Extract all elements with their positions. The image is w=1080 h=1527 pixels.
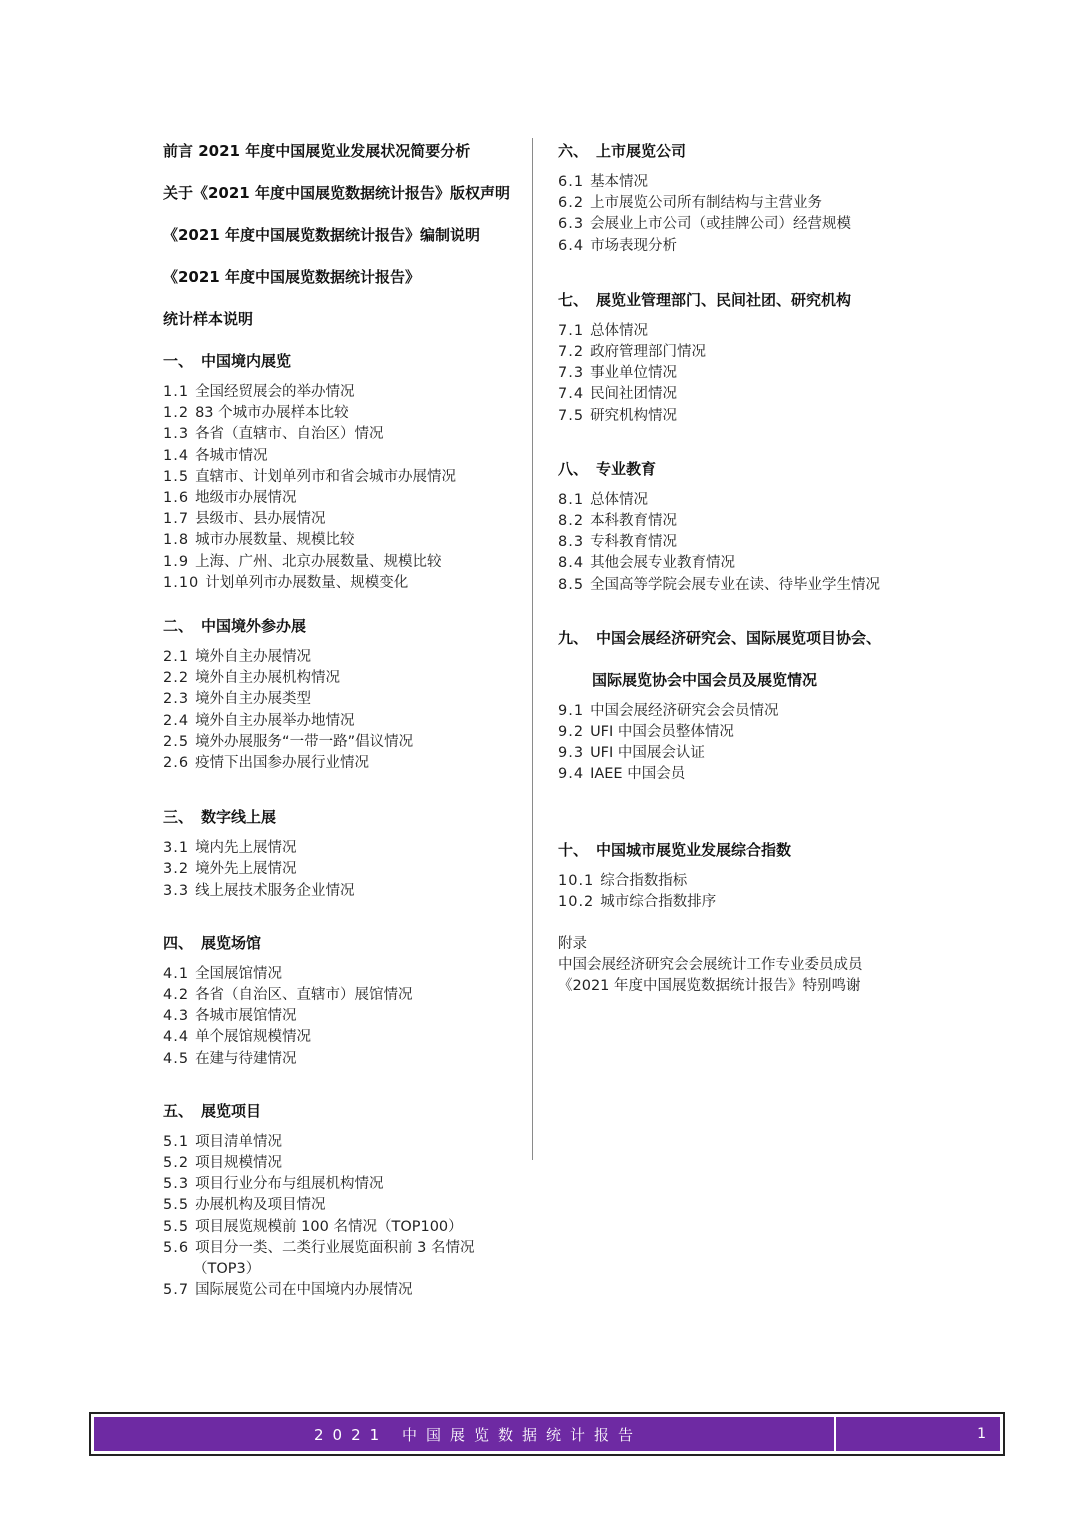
section-heading[interactable]: 六、 上市展览公司 xyxy=(558,142,687,160)
toc-item[interactable]: 8.4 其他会展专业教育情况 xyxy=(558,555,736,572)
section-items xyxy=(558,871,958,913)
section-items xyxy=(163,838,523,902)
toc-item[interactable]: 9.1 中国会展经济研究会会员情况 xyxy=(558,702,779,719)
section-heading[interactable]: 四、 展览场馆 xyxy=(163,933,262,952)
toc-compilation-note[interactable]: 《2021 年度中国展览数据统计报告》编制说明 xyxy=(163,226,480,244)
toc-item[interactable]: 7.2 政府管理部门情况 xyxy=(558,344,707,361)
section-items xyxy=(163,647,523,774)
toc-sample-note[interactable]: 统计样本说明 xyxy=(163,310,254,328)
toc-item[interactable]: 3.2 境外先上展情况 xyxy=(163,861,297,878)
section-items xyxy=(558,321,958,427)
toc-item[interactable]: 6.4 市场表现分析 xyxy=(558,237,678,254)
toc-item[interactable]: 6.3 会展业上市公司（或挂牌公司）经营规模 xyxy=(558,216,852,233)
section-items xyxy=(558,172,958,257)
toc-item[interactable]: 7.1 总体情况 xyxy=(558,322,649,339)
section-heading[interactable]: 八、 专业教育 xyxy=(558,459,657,478)
toc-preface[interactable]: 前言 2021 年度中国展览业发展状况简要分析 xyxy=(163,142,471,160)
toc-item[interactable]: 9.3 UFI 中国展会认证 xyxy=(558,745,705,762)
toc-item[interactable]: 4.5 在建与待建情况 xyxy=(163,1050,297,1067)
footer-bar xyxy=(94,1417,1000,1451)
toc-item[interactable]: 1.5 直辖市、计划单列市和省会城市办展情况 xyxy=(163,468,457,485)
toc-item[interactable]: 9.2 UFI 中国会员整体情况 xyxy=(558,724,734,741)
section-heading[interactable]: 三、 数字线上展 xyxy=(163,808,277,827)
toc-item[interactable]: 7.5 研究机构情况 xyxy=(558,407,678,424)
toc-item[interactable]: 5.3 项目行业分布与组展机构情况 xyxy=(163,1176,384,1193)
toc-item[interactable]: 4.4 单个展馆规模情况 xyxy=(163,1029,312,1046)
section-items xyxy=(163,1132,523,1302)
section-heading[interactable]: 七、 展览业管理部门、民间社团、研究机构 xyxy=(558,290,852,309)
toc-item[interactable]: 1.4 各城市情况 xyxy=(163,447,268,464)
toc-item[interactable]: 2.3 境外自主办展类型 xyxy=(163,691,312,708)
toc-item[interactable]: 1.3 各省（直辖市、自治区）情况 xyxy=(163,426,384,443)
page-number: 1 xyxy=(977,1426,986,1442)
footer-report-title: 2021 中国展览数据统计报告 xyxy=(94,1417,836,1451)
toc-item[interactable]: 1.6 地级市办展情况 xyxy=(163,490,297,507)
toc-item[interactable]: 1.9 上海、广州、北京办展数量、规模比较 xyxy=(163,553,442,570)
page-footer xyxy=(89,1412,1005,1456)
section-heading-continuation: 国际展览协会中国会员及展览情况 xyxy=(592,670,818,689)
toc-item[interactable]: 8.1 总体情况 xyxy=(558,491,649,508)
toc-item[interactable]: 2.5 境外办展服务“一带一路”倡议情况 xyxy=(163,733,414,750)
toc-item[interactable]: 4.3 各城市展馆情况 xyxy=(163,1008,297,1025)
toc-item[interactable]: 6.1 基本情况 xyxy=(558,174,649,190)
toc-item[interactable]: 2.2 境外自主办展机构情况 xyxy=(163,670,341,687)
toc-item[interactable]: 2.4 境外自主办展举办地情况 xyxy=(163,712,355,729)
toc-item[interactable]: 5.7 国际展览公司在中国境内办展情况 xyxy=(163,1282,413,1299)
toc-item[interactable]: 8.3 专科教育情况 xyxy=(558,534,678,551)
toc-item[interactable]: 3.3 线上展技术服务企业情况 xyxy=(163,882,355,899)
toc-item[interactable]: 1.2 83 个城市办展样本比较 xyxy=(163,405,349,422)
section-heading[interactable]: 一、 中国境内展览 xyxy=(163,352,292,370)
toc-item[interactable]: 1.8 城市办展数量、规模比较 xyxy=(163,532,355,549)
toc-item[interactable]: 7.4 民间社团情况 xyxy=(558,386,678,403)
toc-item[interactable]: 10.2 城市综合指数排序 xyxy=(558,893,717,910)
toc-item[interactable]: 5.2 项目规模情况 xyxy=(163,1155,283,1172)
column-divider xyxy=(532,138,533,1160)
toc-item[interactable]: 7.3 事业单位情况 xyxy=(558,365,678,382)
appendix-item[interactable]: 中国会展经济研究会会展统计工作专业委员成员 xyxy=(558,957,863,974)
section-items xyxy=(558,701,958,786)
toc-item[interactable]: 10.1 综合指数指标 xyxy=(558,872,688,889)
toc-item[interactable]: 5.5 项目展览规模前 100 名情况（TOP100） xyxy=(163,1218,463,1235)
toc-copyright[interactable]: 关于《2021 年度中国展览数据统计报告》版权声明 xyxy=(163,184,510,202)
appendix-label: 附录 xyxy=(558,936,587,953)
toc-item[interactable]: 1.1 全国经贸展会的举办情况 xyxy=(163,384,355,400)
section-heading[interactable]: 九、 中国会展经济研究会、国际展览项目协会、 xyxy=(558,628,882,647)
toc-item[interactable]: 5.1 项目清单情况 xyxy=(163,1133,283,1150)
toc-right-column xyxy=(558,138,958,998)
toc-item[interactable]: 2.1 境外自主办展情况 xyxy=(163,649,312,666)
section-items xyxy=(558,490,958,596)
section-heading[interactable]: 五、 展览项目 xyxy=(163,1101,262,1120)
toc-item[interactable]: 1.10 计划单列市办展数量、规模变化 xyxy=(163,574,409,591)
toc-item[interactable]: 9.4 IAEE 中国会员 xyxy=(558,766,686,783)
toc-left-column xyxy=(163,138,523,1302)
toc-item[interactable]: 8.2 本科教育情况 xyxy=(558,513,678,530)
section-heading[interactable]: 十、 中国城市展览业发展综合指数 xyxy=(558,840,792,859)
toc-item[interactable]: 5.6 项目分一类、二类行业展览面积前 3 名情况 xyxy=(163,1239,475,1256)
section-heading[interactable]: 二、 中国境外参办展 xyxy=(163,617,307,636)
toc-item[interactable]: 5.5 办展机构及项目情况 xyxy=(163,1197,326,1214)
toc-item[interactable]: 4.2 各省（自治区、直辖市）展馆情况 xyxy=(163,987,413,1004)
toc-report-title[interactable]: 《2021 年度中国展览数据统计报告》 xyxy=(163,268,420,286)
toc-item[interactable]: 6.2 上市展览公司所有制结构与主营业务 xyxy=(558,195,823,212)
appendix-item[interactable]: 《2021 年度中国展览数据统计报告》特别鸣谢 xyxy=(558,978,861,995)
toc-item[interactable]: 4.1 全国展馆情况 xyxy=(163,965,283,982)
section-items xyxy=(163,964,523,1070)
toc-item[interactable]: 1.7 县级市、县办展情况 xyxy=(163,511,326,528)
toc-item[interactable]: 2.6 疫情下出国参办展行业情况 xyxy=(163,755,370,772)
toc-item-continuation: （TOP3） xyxy=(193,1261,261,1278)
toc-item[interactable]: 8.5 全国高等学院会展专业在读、待毕业学生情况 xyxy=(558,576,881,593)
section-items xyxy=(163,382,523,594)
toc-item[interactable]: 3.1 境内先上展情况 xyxy=(163,840,297,857)
